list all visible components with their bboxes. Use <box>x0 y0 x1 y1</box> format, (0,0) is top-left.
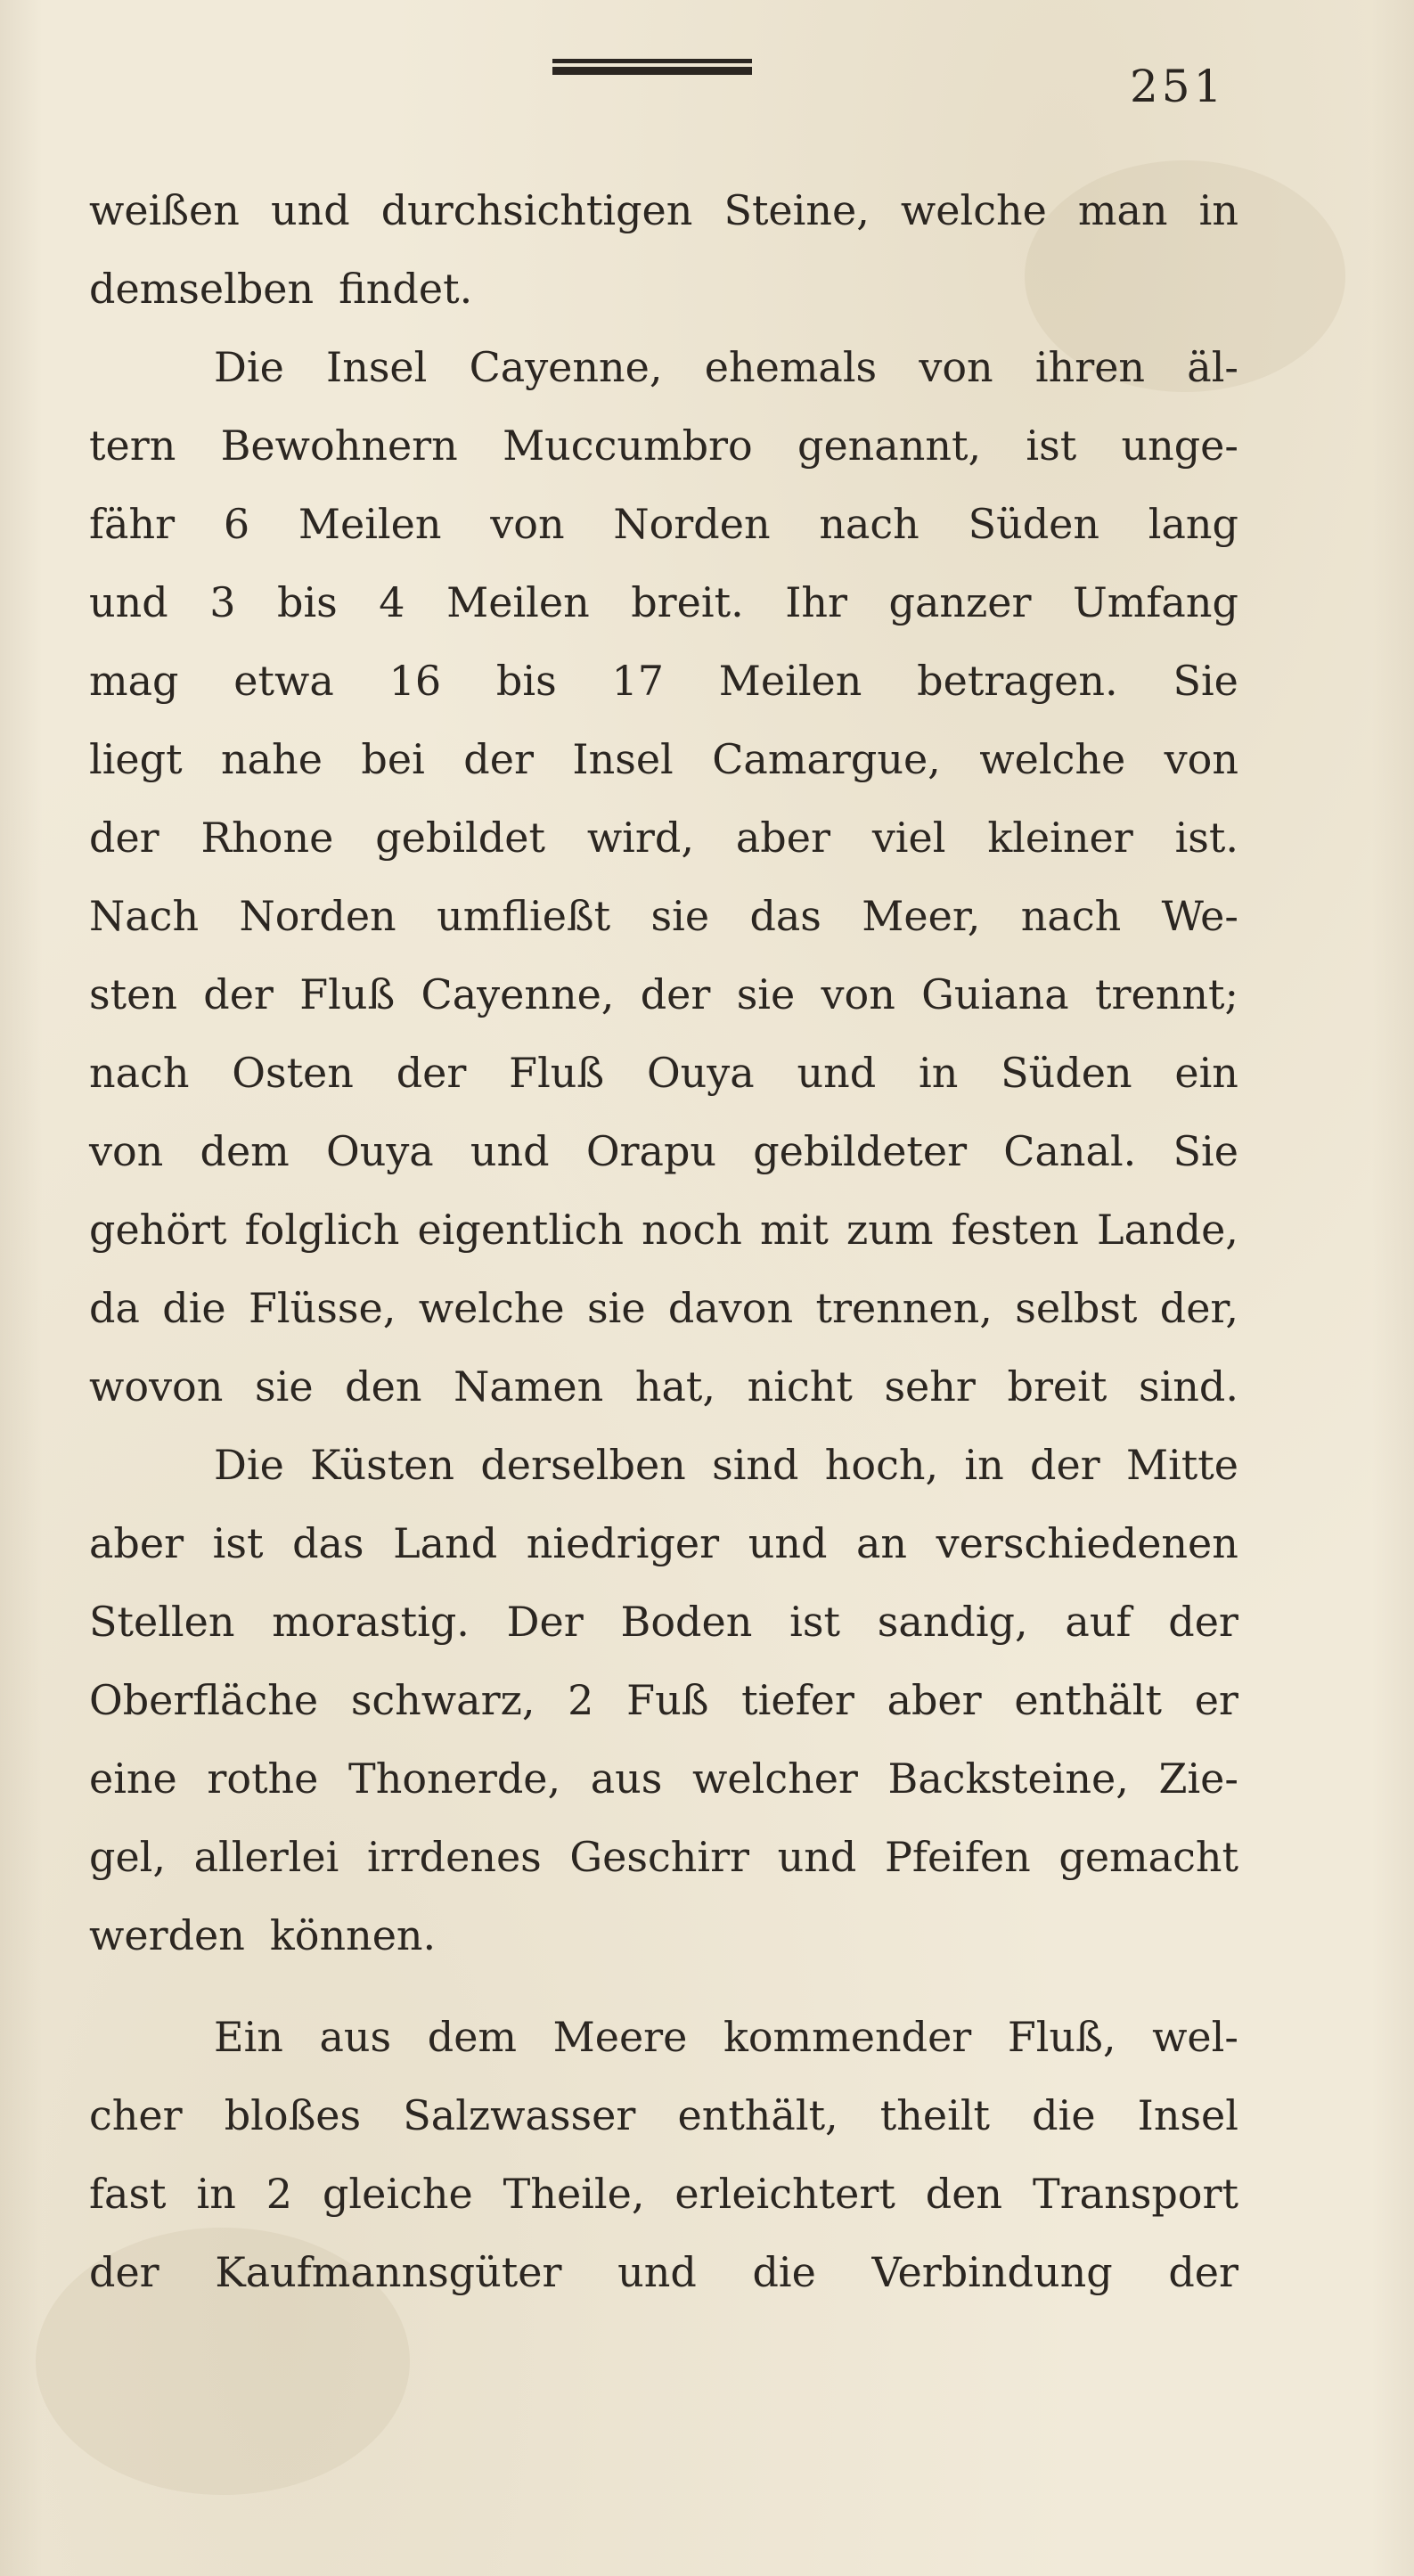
word: weißen <box>89 186 240 234</box>
word: man <box>1077 186 1168 234</box>
word: irrdenes <box>366 1833 542 1881</box>
word: Meilen <box>298 500 442 548</box>
word: Küsten <box>310 1441 455 1489</box>
word: Nach <box>89 892 200 940</box>
text-line <box>89 1818 1238 1896</box>
word: gel, <box>89 1833 167 1881</box>
word: 6 <box>223 500 250 548</box>
word: We- <box>1161 892 1238 940</box>
word: Salzwasser <box>403 2091 636 2139</box>
word: viel <box>871 814 946 862</box>
word: sten <box>89 970 177 1018</box>
text-line <box>89 1112 1238 1190</box>
word: rothe <box>207 1754 319 1803</box>
word: Pfeifen <box>884 1833 1031 1881</box>
word: folglich <box>244 1206 400 1254</box>
word: derselben <box>480 1441 686 1489</box>
word: in <box>964 1441 1004 1489</box>
word: nahe <box>221 735 323 783</box>
word: Transport <box>1033 2170 1238 2218</box>
word: ihren <box>1034 343 1146 391</box>
word: Fluß <box>299 970 396 1018</box>
word: kommender <box>723 2013 972 2061</box>
word: von <box>89 1127 164 1175</box>
word: cher <box>89 2091 183 2139</box>
word: eigentlich <box>417 1206 625 1254</box>
word: da <box>89 1284 140 1332</box>
word: an <box>855 1519 908 1567</box>
word: werden <box>89 1911 245 1959</box>
text-line <box>89 485 1238 563</box>
word: noch <box>642 1206 742 1254</box>
word: selbst <box>1015 1284 1138 1332</box>
word: das <box>292 1519 364 1567</box>
word: lang <box>1148 500 1238 548</box>
word: den <box>925 2170 1003 2218</box>
word: fähr <box>89 500 176 548</box>
text-line <box>89 642 1238 720</box>
word: liegt <box>89 735 183 783</box>
word: Ihr <box>785 578 848 626</box>
text-line <box>89 1661 1238 1739</box>
word: auf <box>1065 1598 1132 1646</box>
word: 16 <box>388 657 442 705</box>
word: betragen. <box>917 657 1118 705</box>
word: in <box>196 2170 236 2218</box>
word: Ouya <box>325 1127 434 1175</box>
word: wird, <box>586 814 694 862</box>
word: Orapu <box>585 1127 717 1175</box>
word: ganzer <box>888 578 1032 626</box>
word: der <box>203 970 274 1018</box>
word: gebildet <box>375 814 545 862</box>
word: Oberfläche <box>89 1676 319 1724</box>
word: welche <box>418 1284 565 1332</box>
word: gehört <box>89 1206 227 1254</box>
text-line <box>89 2155 1238 2233</box>
word: sie <box>255 1362 314 1411</box>
word: hat, <box>634 1362 715 1411</box>
word: demselben <box>89 265 315 313</box>
word: tern <box>89 421 176 470</box>
word: Insel <box>572 735 674 783</box>
word: bei <box>361 735 425 783</box>
word: welcher <box>692 1754 858 1803</box>
word: sandig, <box>877 1598 1028 1646</box>
word: 4 <box>379 578 405 626</box>
word: der <box>396 1049 467 1097</box>
word: Camargue, <box>712 735 941 783</box>
word: genannt, <box>797 421 982 470</box>
word: breit. <box>631 578 744 626</box>
word: mag <box>89 657 179 705</box>
word: aber <box>89 1519 184 1567</box>
word: fast <box>89 2170 167 2218</box>
word: schwarz, <box>350 1676 535 1724</box>
word: durchsichtigen <box>380 186 693 234</box>
word: äl- <box>1187 343 1238 391</box>
word: ist <box>789 1598 840 1646</box>
word: sie <box>650 892 710 940</box>
word: nach <box>819 500 920 548</box>
text-line <box>89 955 1238 1034</box>
word: aus <box>319 2013 392 2061</box>
word: aber <box>735 814 830 862</box>
word: allerlei <box>193 1833 339 1881</box>
word: der <box>1168 1598 1238 1646</box>
word: wovon <box>89 1362 224 1411</box>
word: hoch, <box>824 1441 939 1489</box>
word: von <box>1164 735 1238 783</box>
word: dem <box>427 2013 518 2061</box>
word: der <box>640 970 711 1018</box>
word: davon <box>667 1284 794 1332</box>
word: sie <box>736 970 796 1018</box>
word: nicht <box>747 1362 853 1411</box>
word: 2 <box>266 2170 293 2218</box>
word: Fluß, <box>1007 2013 1116 2061</box>
word: Bewohnern <box>220 421 458 470</box>
word: ein <box>1174 1049 1238 1097</box>
word: mit <box>760 1206 829 1254</box>
word: der <box>89 814 159 862</box>
word: Insel <box>326 343 428 391</box>
text-line <box>89 1190 1238 1269</box>
word: trennen, <box>815 1284 993 1332</box>
text-line <box>89 720 1238 798</box>
word: Fluß <box>509 1049 605 1097</box>
text-line <box>89 1347 1238 1426</box>
word: Süden <box>968 500 1099 548</box>
word: 2 <box>568 1676 594 1724</box>
word: kleiner <box>987 814 1133 862</box>
word: sie <box>587 1284 646 1332</box>
word: findet. <box>339 265 473 313</box>
word: von <box>490 500 565 548</box>
word: trennt; <box>1095 970 1238 1018</box>
word: theilt <box>879 2091 991 2139</box>
text-line <box>89 1582 1238 1661</box>
word: gemacht <box>1058 1833 1238 1881</box>
text-line <box>89 249 1238 328</box>
word: Namen <box>454 1362 604 1411</box>
word: Fuß <box>626 1676 709 1724</box>
text-line <box>89 798 1238 877</box>
word: unge- <box>1121 421 1238 470</box>
word: in <box>919 1049 959 1097</box>
word: die <box>752 2248 816 2296</box>
word: und <box>777 1833 857 1881</box>
word: aus <box>590 1754 663 1803</box>
word: nach <box>89 1049 190 1097</box>
word: umfließt <box>437 892 611 940</box>
word: Verbindung <box>871 2248 1113 2296</box>
word: Norden <box>239 892 396 940</box>
word: enthält <box>1014 1676 1162 1724</box>
word: bloßes <box>224 2091 362 2139</box>
word: verschiedenen <box>936 1519 1238 1567</box>
text-line <box>89 2076 1238 2155</box>
word: sehr <box>884 1362 976 1411</box>
text-line <box>89 1269 1238 1347</box>
word: Sie <box>1173 657 1238 705</box>
word: etwa <box>233 657 334 705</box>
word: Theile, <box>503 2170 645 2218</box>
word: Zie- <box>1158 1754 1238 1803</box>
word: gebildeter <box>753 1127 968 1175</box>
word: aber <box>887 1676 982 1724</box>
word: bis <box>495 657 557 705</box>
word: Sie <box>1173 1127 1238 1175</box>
paragraph-first-line <box>89 328 1238 406</box>
word: von <box>821 970 895 1018</box>
word: sind. <box>1138 1362 1238 1411</box>
word: morastig. <box>272 1598 470 1646</box>
word: die <box>1032 2091 1096 2139</box>
word: Guiana <box>921 970 1069 1018</box>
word: und <box>470 1127 550 1175</box>
word: Backsteine, <box>887 1754 1129 1803</box>
word: Meer, <box>862 892 981 940</box>
word: in <box>1198 186 1238 234</box>
word: 17 <box>611 657 664 705</box>
body-text <box>89 171 1238 2311</box>
word: der <box>463 735 534 783</box>
word: Flüsse, <box>249 1284 396 1332</box>
word: Stellen <box>89 1598 235 1646</box>
text-line <box>89 406 1238 485</box>
text-line <box>89 1504 1238 1582</box>
word: Die <box>214 343 284 391</box>
text-line <box>89 877 1238 955</box>
word: 3 <box>209 578 236 626</box>
word: Cayenne, <box>421 970 615 1018</box>
word: ehemals <box>704 343 878 391</box>
word: Geschirr <box>569 1833 750 1881</box>
word: und <box>89 578 168 626</box>
text-line <box>89 1034 1238 1112</box>
word: Norden <box>613 500 771 548</box>
word: welche <box>979 735 1126 783</box>
word: von <box>919 343 993 391</box>
word: Süden <box>1001 1049 1132 1097</box>
word: Canal. <box>1003 1127 1137 1175</box>
word: der <box>89 2248 159 2296</box>
word: Osten <box>232 1049 354 1097</box>
word: er <box>1194 1676 1238 1724</box>
word: können. <box>269 1911 437 1959</box>
word: Cayenne, <box>469 343 663 391</box>
word: ist <box>212 1519 264 1567</box>
word: sind <box>712 1441 799 1489</box>
word: Insel <box>1137 2091 1238 2139</box>
word: und <box>748 1519 828 1567</box>
word: erleichtert <box>674 2170 895 2218</box>
word: Thonerde, <box>348 1754 561 1803</box>
text-line <box>89 1896 1238 1975</box>
word: breit <box>1007 1362 1107 1411</box>
word: nach <box>1020 892 1122 940</box>
word: Meilen <box>718 657 862 705</box>
word: Kaufmannsgüter <box>215 2248 562 2296</box>
word: den <box>345 1362 422 1411</box>
paragraph-first-line <box>89 1426 1238 1504</box>
word: Land <box>393 1519 498 1567</box>
word: zum <box>846 1206 934 1254</box>
word: tiefer <box>741 1676 854 1724</box>
word: die <box>162 1284 226 1332</box>
word: Muccumbro <box>503 421 753 470</box>
word: welche <box>900 186 1047 234</box>
word: enthält, <box>677 2091 838 2139</box>
word: Ein <box>214 2013 283 2061</box>
paragraph-first-line <box>89 1998 1238 2076</box>
word: Meilen <box>446 578 590 626</box>
word: Umfang <box>1073 578 1238 626</box>
word: Meere <box>552 2013 688 2061</box>
word: dem <box>200 1127 290 1175</box>
word: Ouya <box>646 1049 755 1097</box>
word: und <box>617 2248 697 2296</box>
word: Rhone <box>200 814 334 862</box>
word: und <box>270 186 350 234</box>
word: ist. <box>1174 814 1238 862</box>
text-line <box>89 171 1238 249</box>
page-number: 251 <box>1130 61 1226 112</box>
word: der <box>1030 1441 1100 1489</box>
word: bis <box>277 578 338 626</box>
word: Der <box>506 1598 584 1646</box>
word: Boden <box>620 1598 753 1646</box>
word: Mitte <box>1125 1441 1238 1489</box>
word: eine <box>89 1754 177 1803</box>
word: festen <box>951 1206 1079 1254</box>
word: und <box>797 1049 877 1097</box>
word: gleiche <box>322 2170 473 2218</box>
word: wel- <box>1152 2013 1238 2061</box>
word: das <box>749 892 821 940</box>
word: Die <box>214 1441 284 1489</box>
word: ist <box>1026 421 1077 470</box>
text-line <box>89 563 1238 642</box>
text-line <box>89 1739 1238 1818</box>
word: niedriger <box>526 1519 720 1567</box>
word: der, <box>1159 1284 1238 1332</box>
word: Steine, <box>723 186 870 234</box>
text-line <box>89 2233 1238 2311</box>
word: Lande, <box>1097 1206 1238 1254</box>
header-ornament <box>552 59 752 78</box>
word: der <box>1168 2248 1238 2296</box>
